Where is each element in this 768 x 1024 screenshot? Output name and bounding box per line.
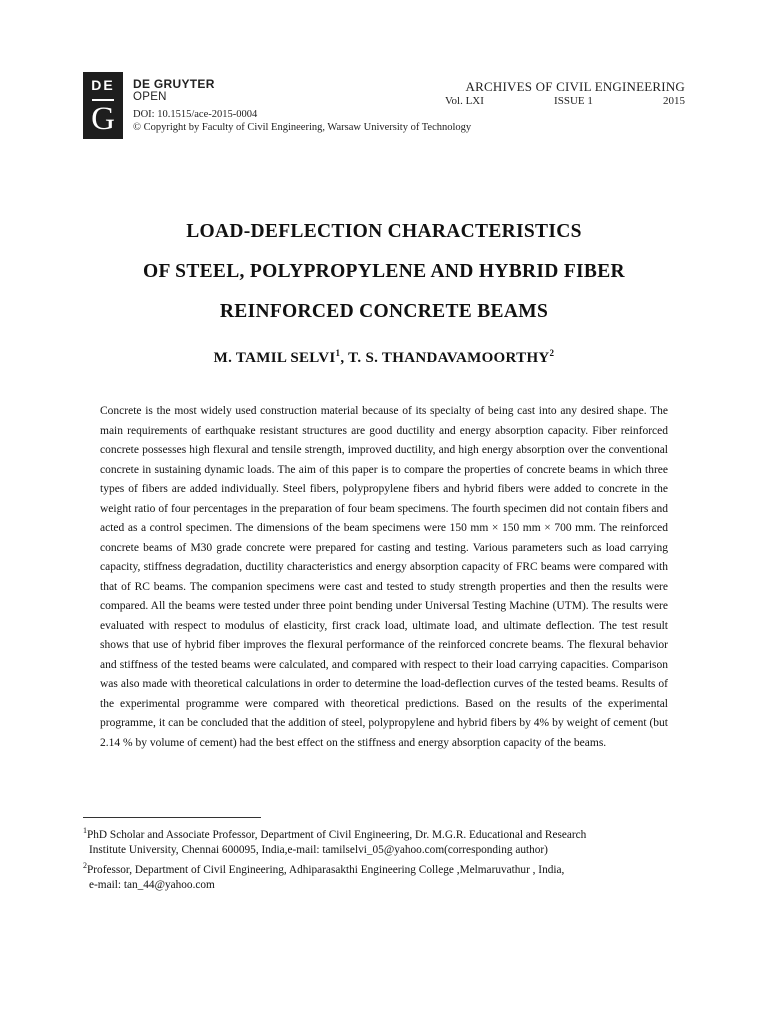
paper-title-line1: LOAD-DEFLECTION CHARACTERISTICS <box>186 221 582 242</box>
author-affiliation-mark: 1 <box>335 348 341 358</box>
footnote-1 <box>83 823 683 843</box>
journal-issue-row <box>445 95 685 107</box>
doi-block <box>133 108 471 134</box>
journal-header <box>445 79 685 107</box>
paper-title <box>0 212 768 332</box>
publisher-name <box>133 78 215 103</box>
footnote-text: Professor, Department of Civil Engineering, Adhiparasakthi Engineering College ,Melmaruvathur , India, <box>87 863 565 876</box>
footnote-mark: 2 <box>83 860 87 870</box>
author-name: M. TAMIL SELVI <box>213 350 336 366</box>
footnote-mark: 1 <box>83 826 87 835</box>
abstract: Concrete is the most widely used construction material because of its specialty of being cast into any desired shape. The main requirements of earthquake resistant structures are good ductility and energy absorption capacity. Fiber reinforced concrete possesses high flexural and tensile strength, improved ductility, and high energy absorption over the conventional concrete in sustaining dynamic loads. The aim of this paper is to compare the properties of concrete beams in which three types of fibers are added individually. Steel fibers, polypropylene fibers and hybrid fibers were added to concrete in the weight ratio of four percentages in the preparation of four beam specimens. The fourth specimen did not contain fibers and acted as a control specimen. The dimensions of the beam specimens were 150 mm × 150 mm × 700 mm. The reinforced concrete beams of M30 grade concrete were prepared for casting and testing. Various parameters such as load carrying capacity, stiffness degradation, ductility characteristics and energy absorption capacity of FRC beams were compared with that of RC beams. The companion specimens were cast and tested to study strength properties and then the results were compared. All the beams were tested under three point bending under Universal Testing Machine (UTM). The results were evaluated with respect to modulus of elasticity, first crack load, ultimate load, and ultimate deflection. The test result shows that use of hybrid fiber improves the flexural performance of the reinforced concrete beams. The flexural behavior and stiffness of the tested beams were calculated, and compared with respect to their load carrying capacities. Comparison was also made with theoretical calculations in order to determine the load-deflection curves of the tested beams. Results of the experimental programme were compared with theoretical predictions. Based on the results of the experimental programme, it can be concluded that the addition of steel, polypropylene and hybrid fibers by 4% by weight of cement (but 2.14 % by volume of cement) had the best effect on the stiffness and energy absorption capacity of the beams. <box>100 405 668 749</box>
footnote-2-continued: e-mail: tan_44@yahoo.com <box>89 878 215 891</box>
logo-bottom-letter: G <box>91 101 115 137</box>
author-name: T. S. THANDAVAMOORTHY <box>348 350 550 366</box>
publisher-name-line2: OPEN <box>133 91 167 103</box>
journal-name: ARCHIVES OF CIVIL ENGINEERING <box>465 79 685 94</box>
paper-title-line2: OF STEEL, POLYPROPYLENE AND HYBRID FIBER <box>143 261 625 282</box>
paper-title-line3: REINFORCED CONCRETE BEAMS <box>219 301 549 322</box>
publisher-name-line1: DE GRUYTER <box>133 77 215 91</box>
author-affiliation-mark: 2 <box>549 348 555 358</box>
journal-year: 2015 <box>662 95 685 107</box>
journal-volume: Vol. LXI <box>445 95 484 107</box>
footnote-1-continued: Institute University, Chennai 600095, India,e-mail: tamilselvi_05@yahoo.com(corresponding author) <box>89 843 548 856</box>
footnote-2 <box>83 858 683 878</box>
logo-top-letters: DE <box>91 77 115 93</box>
doi: DOI: 10.1515/ace-2015-0004 <box>133 109 258 120</box>
footnotes <box>83 823 683 893</box>
footnote-divider <box>83 817 261 818</box>
author-list <box>0 348 768 367</box>
journal-issue: ISSUE 1 <box>554 95 593 107</box>
publisher-logo <box>83 72 123 139</box>
footnote-text: PhD Scholar and Associate Professor, Department of Civil Engineering, Dr. M.G.R. Educational and Research <box>87 828 587 841</box>
copyright: © Copyright by Faculty of Civil Engineering, Warsaw University of Technology <box>133 122 472 133</box>
author-separator: , <box>340 350 349 366</box>
